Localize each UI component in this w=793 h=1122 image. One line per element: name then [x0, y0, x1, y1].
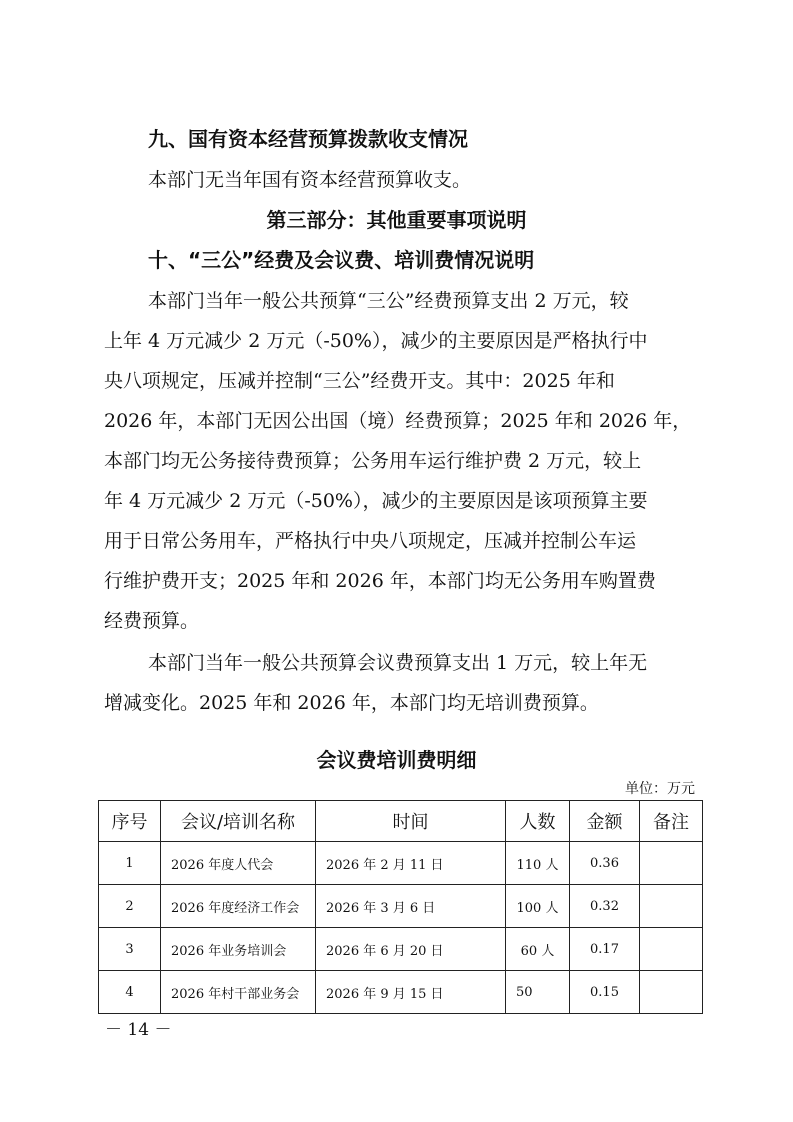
header-people: 人数 [506, 801, 570, 842]
cell-time: 2026 年 2 月 11 日 [316, 842, 506, 885]
cell-amount: 0.32 [570, 885, 640, 928]
para1-line: 上年 4 万元减少 2 万元（-50%），减少的主要原因是严格执行中 [104, 330, 648, 352]
cell-remark [640, 928, 703, 971]
cell-index: 4 [99, 971, 161, 1014]
cell-people: 110 人 [506, 842, 570, 885]
header-amount: 金额 [570, 801, 640, 842]
unit-label: 单位：万元 [625, 781, 695, 797]
para1-line: 年 4 万元减少 2 万元（-50%），减少的主要原因是该项预算主要 [104, 490, 648, 512]
cell-time: 2026 年 9 月 15 日 [316, 971, 506, 1014]
para1-line: 本部门均无公务接待费预算；公务用车运行维护费 2 万元，较上 [104, 450, 642, 472]
cell-amount: 0.36 [570, 842, 640, 885]
para1-line: 本部门当年一般公共预算“三公”经费预算支出 2 万元，较 [148, 290, 629, 312]
cell-time: 2026 年 3 月 6 日 [316, 885, 506, 928]
cell-people: 60 人 [506, 928, 570, 971]
para1-line: 行维护费开支；2025 年和 2026 年，本部门均无公务用车购置费 [104, 570, 656, 592]
section9-heading: 九、国有资本经营预算拨款收支情况 [148, 127, 468, 151]
table-row [99, 971, 703, 1014]
section10-heading: 十、“三公”经费及会议费、培训费情况说明 [148, 248, 535, 272]
page-number: － 14 － [105, 1020, 172, 1040]
para1-line: 2026 年，本部门无因公出国（境）经费预算；2025 年和 2026 年， [104, 410, 692, 432]
cell-people: 50 [506, 971, 570, 1014]
table-row [99, 885, 703, 928]
table-row [99, 928, 703, 971]
para2-line: 本部门当年一般公共预算会议费预算支出 1 万元，较上年无 [148, 652, 648, 674]
para1-line: 经费预算。 [104, 610, 200, 632]
cell-index: 1 [99, 842, 161, 885]
para2-line: 增减变化。2025 年和 2026 年，本部门均无培训费预算。 [104, 692, 599, 714]
cell-amount: 0.17 [570, 928, 640, 971]
cell-name: 2026 年业务培训会 [161, 928, 316, 971]
header-index: 序号 [99, 801, 161, 842]
table-title: 会议费培训费明细 [316, 748, 477, 772]
meeting-training-table [98, 800, 703, 1014]
cell-name: 2026 年度人代会 [161, 842, 316, 885]
cell-people: 100 人 [506, 885, 570, 928]
section9-text: 本部门无当年国有资本经营预算收支。 [148, 169, 472, 191]
cell-index: 2 [99, 885, 161, 928]
cell-amount: 0.15 [570, 971, 640, 1014]
cell-name: 2026 年度经济工作会 [161, 885, 316, 928]
cell-remark [640, 971, 703, 1014]
cell-index: 3 [99, 928, 161, 971]
cell-remark [640, 885, 703, 928]
cell-time: 2026 年 6 月 20 日 [316, 928, 506, 971]
header-remark: 备注 [640, 801, 703, 842]
table-row [99, 842, 703, 885]
header-name: 会议/培训名称 [161, 801, 316, 842]
para1-line: 用于日常公务用车，严格执行中央八项规定，压减并控制公车运 [104, 530, 637, 552]
cell-remark [640, 842, 703, 885]
header-time: 时间 [316, 801, 506, 842]
part3-title: 第三部分：其他重要事项说明 [266, 208, 527, 232]
para1-line: 央八项规定，压减并控制“三公”经费开支。其中：2025 年和 [104, 370, 615, 392]
cell-name: 2026 年村干部业务会 [161, 971, 316, 1014]
table-header-row [99, 801, 703, 842]
